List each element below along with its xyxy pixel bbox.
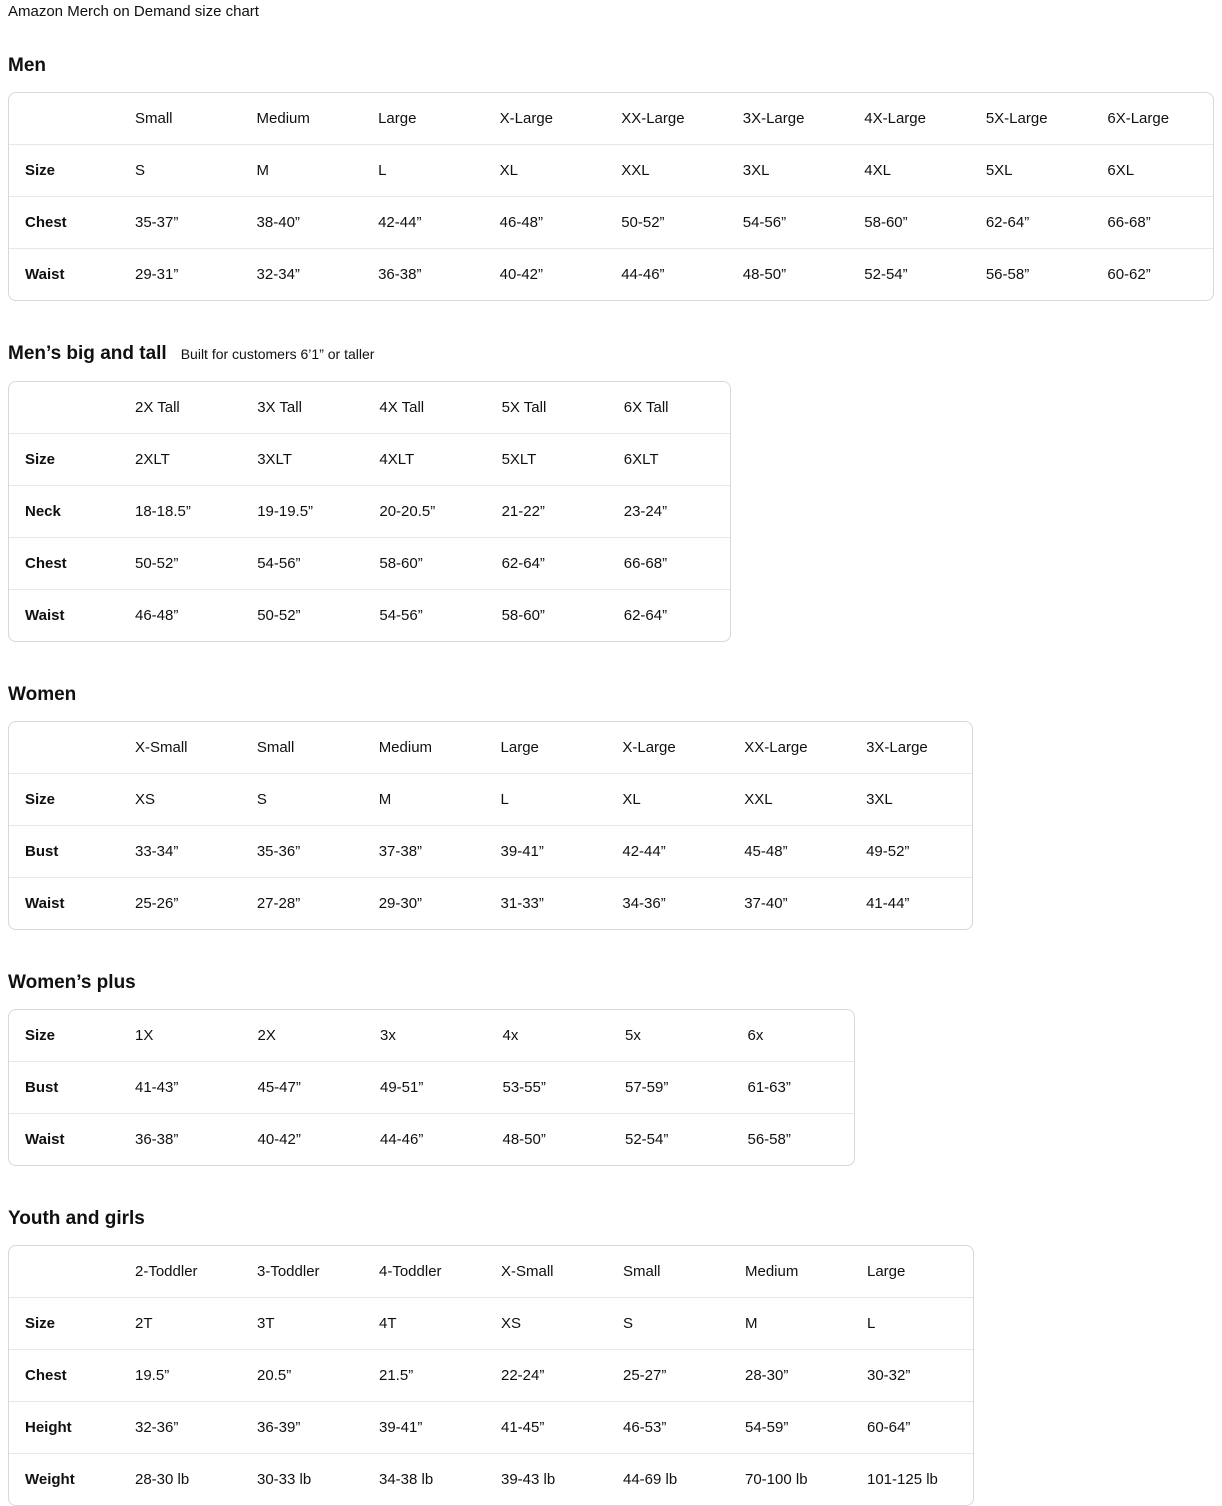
section-men-heading [8,54,1214,77]
size-value-cell: 2T [119,1297,241,1349]
size-value-cell: 48-50” [487,1113,610,1165]
size-value-cell: 58-60” [486,589,608,641]
size-value-cell: 33-34” [119,825,241,877]
size-value-cell: 32-36” [119,1401,241,1453]
size-value-cell: 34-36” [606,877,728,929]
size-value-cell: XXL [605,144,727,196]
size-value-cell: 21.5” [363,1349,485,1401]
section-youth-and-girls-heading [8,1207,1214,1230]
size-value-cell: 36-39” [241,1401,363,1453]
size-value-cell: 5x [625,1027,641,1044]
size-value-cell: 20.5” [241,1349,363,1401]
size-value-cell: 37-40” [728,877,850,929]
section-women [8,683,1214,930]
size-value-cell: 30-32” [851,1349,973,1401]
column-header-cell: 4X Tall [379,399,425,416]
size-value-cell: 39-41” [363,1401,485,1453]
size-value-cell: 28-30 lb [119,1453,241,1505]
column-header-cell: Large [378,110,417,127]
column-header-cell: Small [256,739,295,756]
corner-empty-cell [9,382,119,433]
size-value-cell: 45-47” [242,1061,365,1113]
men-size-table [8,92,1214,301]
row-label-cell: Waist [9,1113,119,1165]
size-value-cell: 66-68” [608,537,730,589]
column-header-cell: Small [135,110,173,127]
section-womens-plus-heading [8,971,1214,994]
size-value-cell: 42-44” [362,196,484,248]
measurement-row-size [9,773,972,825]
measurement-row-waist [9,248,1213,300]
size-value-cell: 42-44” [606,825,728,877]
corner-empty-cell [9,1246,119,1297]
size-value-cell: 49-51” [364,1061,487,1113]
size-value-cell: 54-56” [241,537,363,589]
size-value-cell: 3T [241,1297,363,1349]
size-value-cell: 40-42” [242,1113,365,1165]
measurement-row-waist [9,877,972,929]
size-value-cell: M [363,773,485,825]
size-value-cell: XS [485,1297,607,1349]
size-value-cell: 36-38” [362,248,484,300]
size-value-cell: 29-30” [363,877,485,929]
size-value-cell: XS [119,773,241,825]
measurement-row-size [9,1010,854,1061]
column-header-cell: Medium [745,1263,799,1280]
size-value-cell: 4XLT [363,433,485,485]
size-value-cell: 19.5” [119,1349,241,1401]
section-mens-big-and-tall-heading-text: Men’s big and tall [8,343,167,364]
row-label-cell: Waist [9,248,119,300]
column-header-cell: 6X-Large [1107,110,1170,127]
column-header-cell: 3X-Large [742,110,805,127]
size-value-cell: 1X [135,1027,154,1044]
section-womens-plus-heading-text: Women’s plus [8,972,136,993]
section-youth-and-girls [8,1207,1214,1506]
section-womens-plus [8,971,1214,1166]
column-header-row [9,722,972,773]
size-value-cell: 39-43 lb [485,1453,607,1505]
measurement-row-neck [9,485,730,537]
corner-empty-cell [9,722,119,773]
size-value-cell: 4T [363,1297,485,1349]
size-value-cell: 62-64” [970,196,1092,248]
size-value-cell: 23-24” [608,485,730,537]
size-value-cell: 19-19.5” [241,485,363,537]
column-header-cell: 5X Tall [501,399,547,416]
size-value-cell: 60-64” [851,1401,973,1453]
column-header-cell: XX-Large [744,739,808,756]
column-header-cell: X-Large [499,110,554,127]
size-value-cell: 31-33” [485,877,607,929]
size-value-cell: 66-68” [1091,196,1213,248]
row-label-cell: Size [25,1027,56,1044]
size-value-cell: 41-45” [485,1401,607,1453]
corner-empty-cell [9,93,119,144]
measurement-row-size [9,433,730,485]
row-label-cell: Neck [9,485,119,537]
row-label-cell: Chest [9,537,119,589]
column-header-cell: Small [623,1263,661,1280]
measurement-row-waist [9,589,730,641]
column-header-cell: XX-Large [621,110,685,127]
size-value-cell: 41-44” [850,877,972,929]
size-value-cell: M [241,144,363,196]
size-value-cell: 50-52” [605,196,727,248]
row-label-cell: Weight [9,1453,119,1505]
size-value-cell: 32-34” [241,248,363,300]
size-value-cell: 60-62” [1091,248,1213,300]
size-value-cell: 50-52” [119,537,241,589]
size-value-cell: 37-38” [363,825,485,877]
measurement-row-size [9,1297,973,1349]
size-value-cell: 4x [502,1027,519,1044]
measurement-row-chest [9,1349,973,1401]
youth-and-girls-size-table [8,1245,974,1506]
size-value-cell: 18-18.5” [119,485,241,537]
size-value-cell: L [485,773,607,825]
size-value-cell: 40-42” [484,248,606,300]
size-value-cell: 58-60” [363,537,485,589]
page-title: Amazon Merch on Demand size chart [8,3,259,20]
size-value-cell: 3XL [850,773,972,825]
size-value-cell: 52-54” [609,1113,732,1165]
size-value-cell: 45-48” [728,825,850,877]
section-mens-big-and-tall-subtitle: Built for customers 6’1” or taller [180,346,375,362]
size-value-cell: 44-69 lb [607,1453,729,1505]
size-value-cell: 2X [257,1027,276,1044]
size-value-cell: 46-53” [607,1401,729,1453]
measurement-row-waist [9,1113,854,1165]
section-mens-big-and-tall-heading [8,342,1214,366]
row-label-cell: Size [9,144,119,196]
size-value-cell: 5XL [970,144,1092,196]
size-value-cell: 21-22” [486,485,608,537]
size-value-cell: 35-36” [241,825,363,877]
size-value-cell: 6XLT [608,433,730,485]
size-value-cell: 41-43” [119,1061,242,1113]
size-value-cell: S [607,1297,729,1349]
column-header-cell: 3X-Large [866,739,928,756]
column-header-cell: 4X-Large [864,110,926,127]
column-header-cell: X-Small [135,739,188,756]
size-value-cell: 54-59” [729,1401,851,1453]
column-header-row [9,93,1213,144]
row-label-cell: Chest [9,1349,119,1401]
section-mens-big-and-tall [8,342,1214,642]
size-value-cell: 44-46” [605,248,727,300]
size-value-cell: S [119,144,241,196]
row-label-cell: Bust [9,825,119,877]
size-value-cell: 6XL [1091,144,1213,196]
column-header-cell: 4-Toddler [379,1263,442,1280]
size-value-cell: 54-56” [727,196,849,248]
measurement-row-weight [9,1453,973,1505]
size-value-cell: 6x [747,1027,764,1044]
section-men-heading-text: Men [8,55,46,76]
womens-plus-size-table [8,1009,855,1166]
row-label-cell: Waist [9,589,119,641]
size-value-cell: 27-28” [241,877,363,929]
size-value-cell: 61-63” [732,1061,855,1113]
size-value-cell: 44-46” [364,1113,487,1165]
size-value-cell: 70-100 lb [729,1453,851,1505]
column-header-cell: 2-Toddler [135,1263,198,1280]
size-value-cell: 46-48” [484,196,606,248]
row-label-cell: Size [9,773,119,825]
size-value-cell: M [729,1297,851,1349]
column-header-cell: 5X-Large [985,110,1048,127]
size-value-cell: 54-56” [363,589,485,641]
row-label-cell: Size [9,433,119,485]
women-size-table [8,721,973,930]
column-header-cell: X-Small [501,1263,554,1280]
size-value-cell: 49-52” [850,825,972,877]
size-value-cell: XL [484,144,606,196]
size-value-cell: 20-20.5” [363,485,485,537]
size-value-cell: 3XL [727,144,849,196]
mens-big-and-tall-size-table [8,381,731,642]
size-value-cell: 4XL [848,144,970,196]
column-header-cell: Medium [256,110,310,127]
row-label-cell: Waist [9,877,119,929]
column-header-row [9,382,730,433]
column-header-cell: Large [867,1263,906,1280]
size-value-cell: XL [606,773,728,825]
measurement-row-bust [9,825,972,877]
section-women-heading [8,683,1214,706]
size-value-cell: S [241,773,363,825]
row-label-cell: Chest [9,196,119,248]
size-value-cell: 5XLT [486,433,608,485]
size-value-cell: L [851,1297,973,1349]
size-value-cell: 35-37” [119,196,241,248]
column-header-cell: X-Large [622,739,676,756]
size-value-cell: 3XLT [241,433,363,485]
measurement-row-bust [9,1061,854,1113]
column-header-cell: 3-Toddler [257,1263,320,1280]
size-value-cell: 25-27” [607,1349,729,1401]
size-value-cell: 38-40” [241,196,363,248]
size-value-cell: 25-26” [119,877,241,929]
size-value-cell: 56-58” [732,1113,855,1165]
column-header-cell: 3X Tall [257,399,302,416]
column-header-cell: Large [500,739,539,756]
row-label-cell: Height [9,1401,119,1453]
measurement-row-chest [9,196,1213,248]
size-value-cell: 3x [380,1027,396,1044]
row-label-cell: Size [9,1297,119,1349]
size-value-cell: 39-41” [485,825,607,877]
size-value-cell: 48-50” [727,248,849,300]
size-value-cell: 30-33 lb [241,1453,363,1505]
column-header-cell: Medium [378,739,433,756]
size-value-cell: 53-55” [487,1061,610,1113]
size-value-cell: 57-59” [609,1061,732,1113]
size-value-cell: 58-60” [848,196,970,248]
measurement-row-chest [9,537,730,589]
size-value-cell: 56-58” [970,248,1092,300]
size-value-cell: XXL [728,773,850,825]
size-value-cell: 62-64” [608,589,730,641]
section-women-heading-text: Women [8,684,77,705]
size-value-cell: 52-54” [848,248,970,300]
size-value-cell: 101-125 lb [851,1453,973,1505]
size-value-cell: L [362,144,484,196]
row-label-cell: Bust [9,1061,119,1113]
size-value-cell: 36-38” [119,1113,242,1165]
size-value-cell: 62-64” [486,537,608,589]
column-header-row [9,1246,973,1297]
size-value-cell: 2XLT [119,433,241,485]
section-men [8,54,1214,301]
size-value-cell: 28-30” [729,1349,851,1401]
column-header-cell: 2X Tall [135,399,180,416]
measurement-row-size [9,144,1213,196]
size-value-cell: 22-24” [485,1349,607,1401]
size-value-cell: 46-48” [119,589,241,641]
size-value-cell: 34-38 lb [363,1453,485,1505]
measurement-row-height [9,1401,973,1453]
size-value-cell: 50-52” [241,589,363,641]
section-youth-and-girls-heading-text: Youth and girls [8,1208,145,1229]
column-header-cell: 6X Tall [623,399,669,416]
size-value-cell: 29-31” [119,248,241,300]
